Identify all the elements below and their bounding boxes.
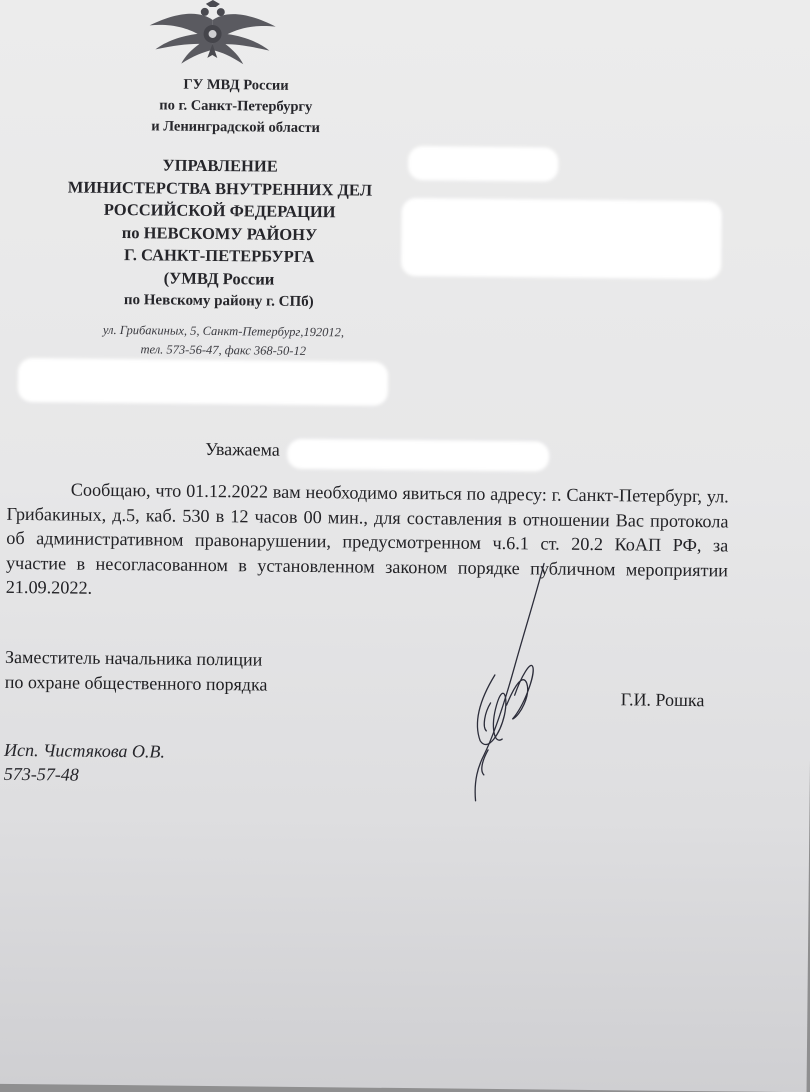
department-address	[58, 320, 388, 361]
signatory-title-line: Заместитель начальника полиции	[4, 646, 263, 670]
greeting: Уважаема	[205, 438, 280, 460]
department-header	[29, 153, 411, 314]
letter-body	[6, 477, 729, 607]
dept-line: по Невскому району г. СПб)	[123, 292, 314, 311]
executor-name: Исп. Чистякова О.В.	[3, 739, 166, 762]
signatory-title	[5, 645, 268, 698]
signatory-name: Г.И. Рошка	[620, 689, 705, 711]
handwritten-signature	[454, 555, 577, 806]
executor-phone: 573-57-48	[3, 763, 79, 785]
redaction-block	[401, 198, 722, 279]
redaction-block	[287, 439, 549, 472]
signatory-title-line: по охране общественного порядка	[4, 671, 268, 695]
letter-body-text: Сообщаю, что 01.12.2022 вам необходимо явиться по адресу: г. Санкт-Петербург, ул. Грибакиных, д.5, каб. 530 в 12 часов 00 мин., для составления в отношении Вас протокола об административном правонарушении, предусмотренном ч.6.1 ст. 20.2 КоАП РФ, за участие в несогласованном в установленном законом порядке публичном мероприятии 21.09.2022.	[5, 479, 729, 598]
dept-line: по НЕВСКОМУ РАЙОНУ	[121, 222, 318, 244]
executor-info	[4, 738, 165, 788]
dept-line: (УМВД России	[163, 267, 275, 289]
org-line: по г. Санкт-Петербургу	[159, 97, 313, 116]
redaction-block	[408, 146, 558, 182]
org-line: и Ленинградской области	[151, 118, 321, 137]
org-line: ГУ МВД России	[183, 76, 289, 94]
address-line: ул. Грибакиных, 5, Санкт-Петербург,192012,	[102, 322, 345, 340]
org-header	[90, 74, 381, 140]
dept-line: Г. САНКТ-ПЕТЕРБУРГА	[124, 245, 315, 267]
redaction-block	[18, 358, 388, 406]
phone-line: тел. 573-56-47, факс 368-50-12	[140, 342, 307, 358]
double-headed-eagle-emblem-icon	[141, 0, 284, 69]
dept-line: РОССИЙСКОЙ ФЕДЕРАЦИИ	[103, 199, 336, 222]
dept-line: УПРАВЛЕНИЕ	[162, 155, 278, 176]
dept-line: МИНИСТЕРСТВА ВНУТРЕННИХ ДЕЛ	[67, 176, 373, 200]
